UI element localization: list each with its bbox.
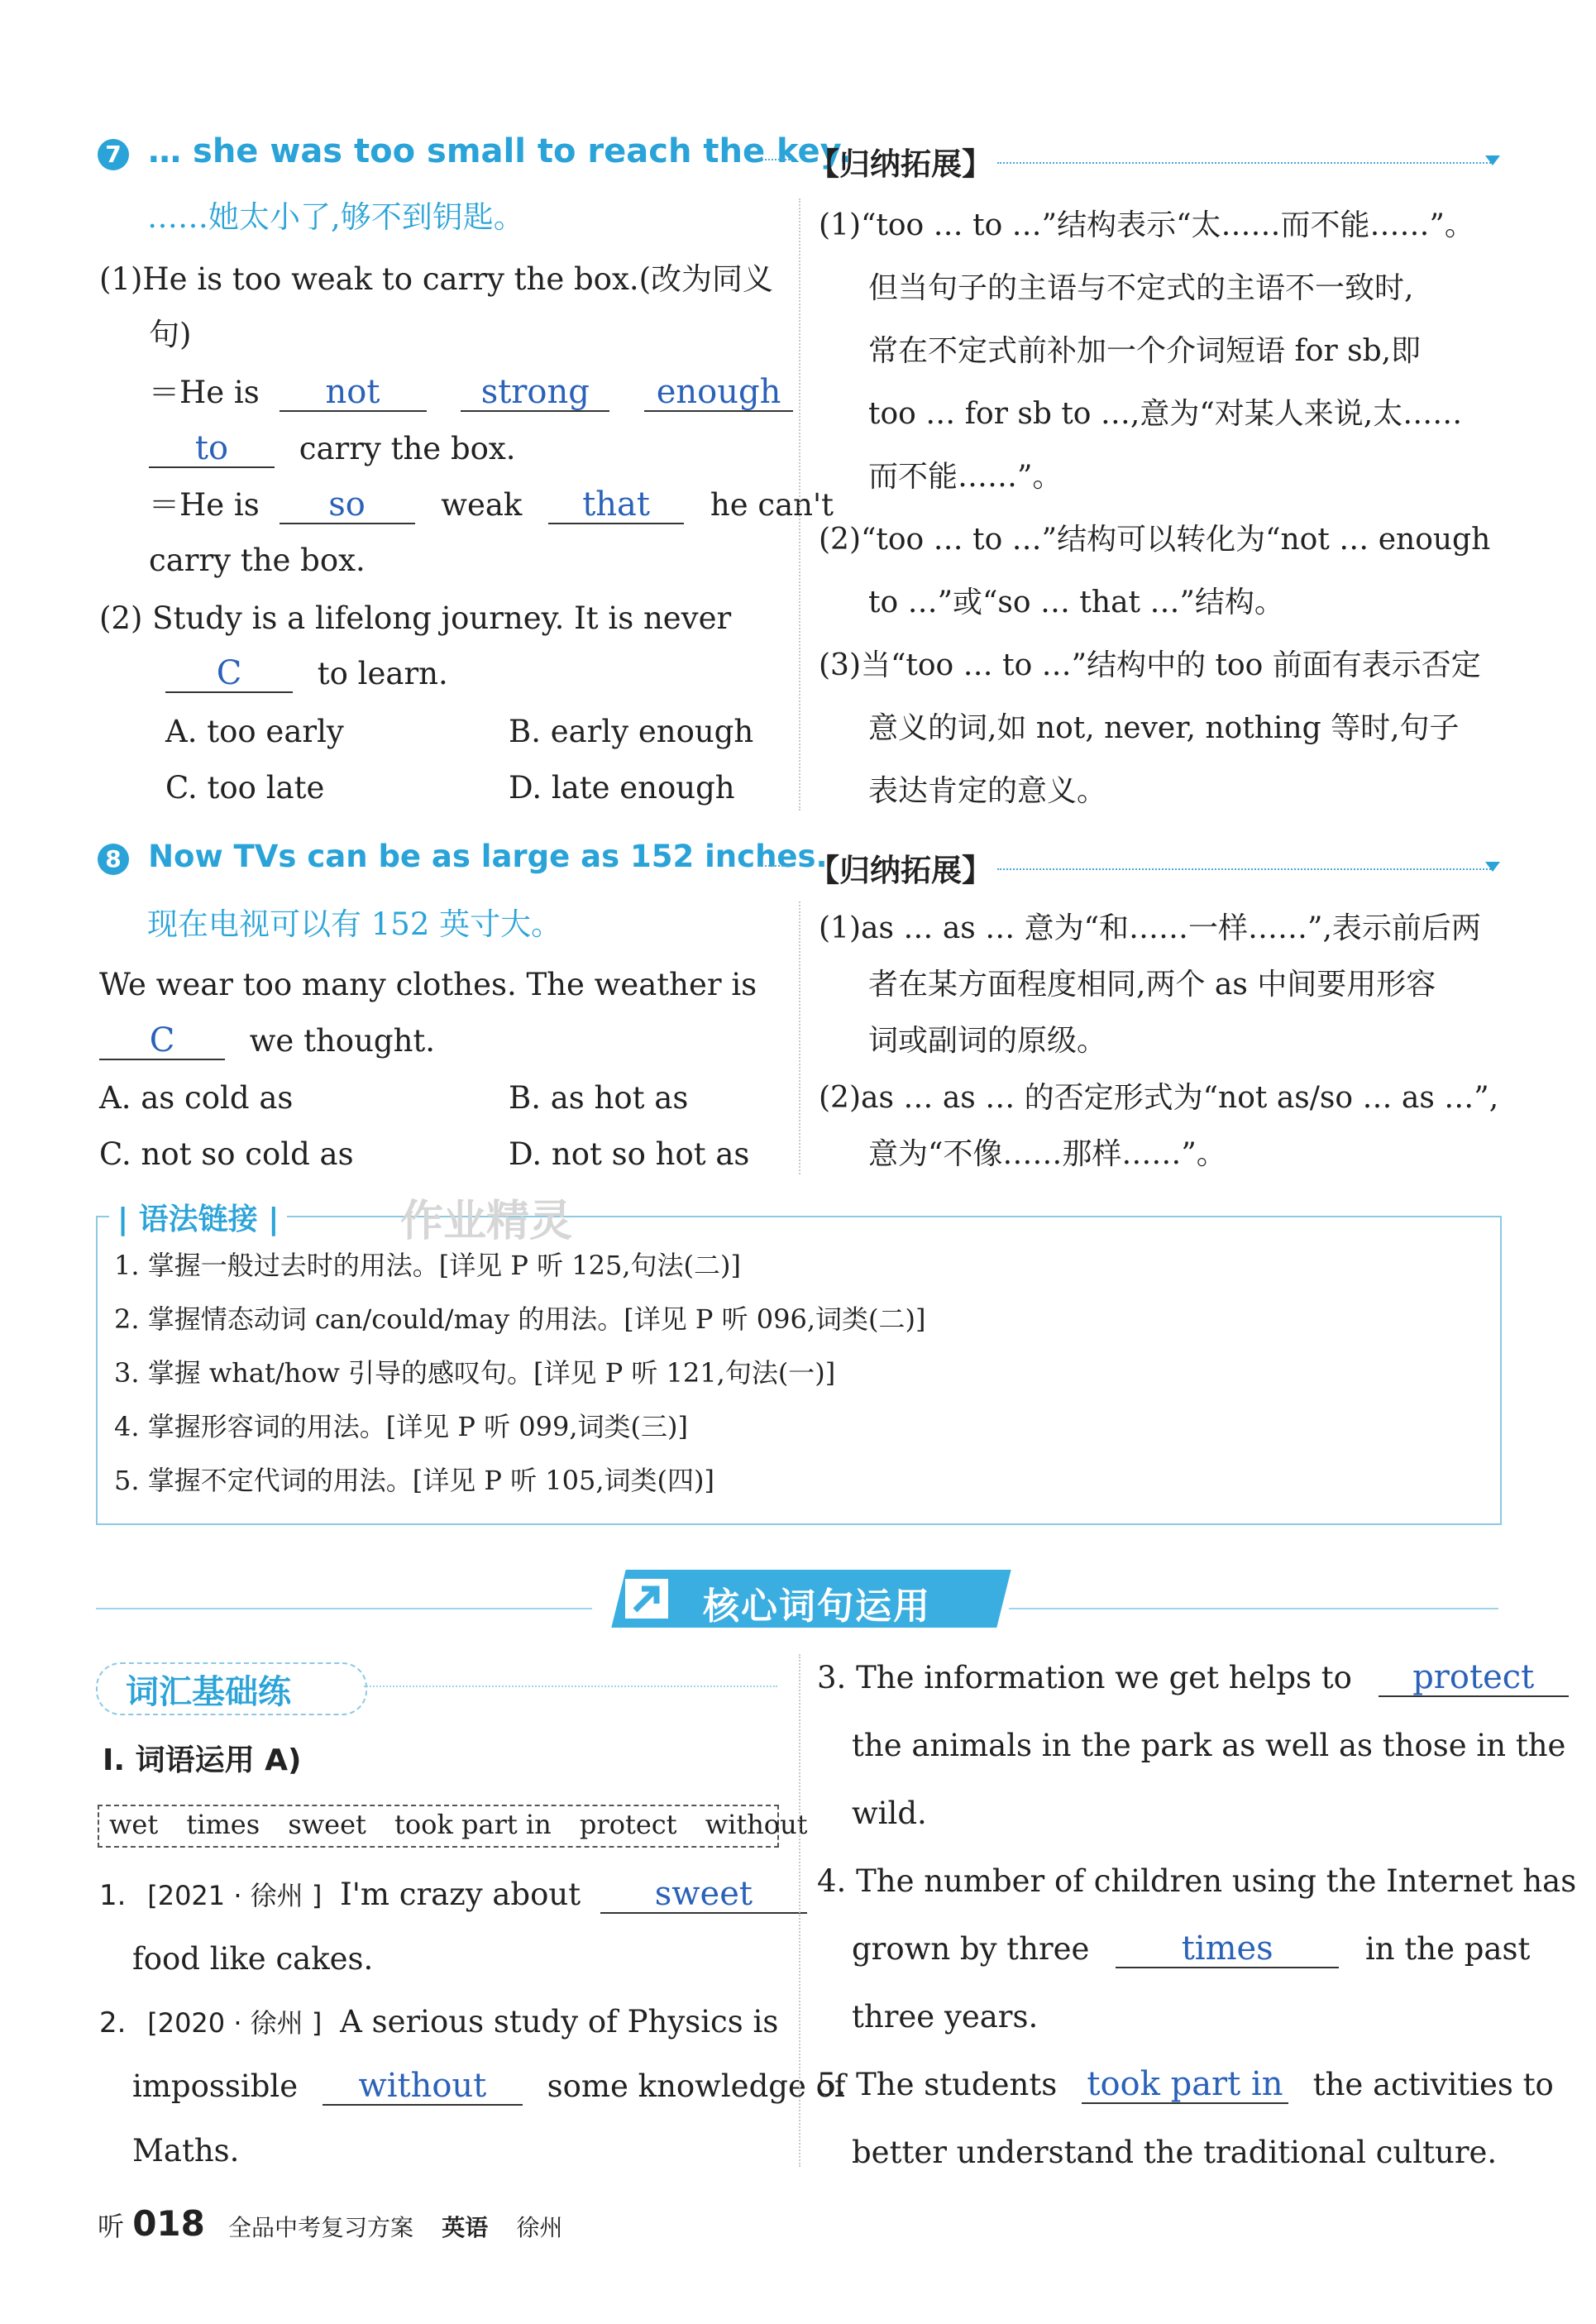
vocab-q2-l2post: some knowledge of xyxy=(547,2068,846,2104)
item8-q-optB: B. as hot as xyxy=(509,1080,689,1116)
vocab-q4-row1: 4. The number of children using the Internet has xyxy=(817,1863,1577,1899)
vocab-q4-row3: three years. xyxy=(852,1999,1039,2035)
vocab-q4-blank[interactable]: times xyxy=(1116,1930,1339,1968)
vocab-q1-row1 xyxy=(99,1876,807,1915)
vocab-part-label: Ⅰ. 词语运用 A) xyxy=(103,1743,302,1777)
item8-q-row2 xyxy=(99,1022,435,1060)
vocab-q2-row1 xyxy=(99,2003,778,2042)
item7-q1-blank5[interactable]: so xyxy=(280,486,415,524)
vocab-q1-source: [2021 · 徐州 ] xyxy=(147,1880,323,1911)
item7-header xyxy=(98,132,851,170)
word-bank-item: wet xyxy=(109,1809,159,1840)
item8-key-sentence: Now TVs can be as large as 152 inches. xyxy=(148,839,828,874)
item8-q-blank[interactable]: C xyxy=(99,1022,225,1060)
item7-translation: ……她太小了,够不到钥匙。 xyxy=(147,199,524,235)
item8-summary-title: 【归纳拓展】 xyxy=(809,853,992,888)
item7-q2-optB: B. early enough xyxy=(509,714,754,749)
word-bank-item: took part in xyxy=(394,1809,552,1840)
vocab-q3-blank[interactable]: protect xyxy=(1379,1659,1569,1697)
column-divider xyxy=(799,198,800,811)
item7-q2-optA: A. too early xyxy=(165,714,344,749)
item7-dot-leader xyxy=(759,159,792,160)
triangle-down-icon xyxy=(1485,862,1500,872)
footer-region: 徐州 xyxy=(516,2214,563,2241)
section-rule-left xyxy=(96,1608,592,1609)
section-title: 核心词句运用 xyxy=(703,1585,931,1628)
vocab-q2-pre: A serious study of Physics is xyxy=(340,2004,779,2039)
item7-q2-blank[interactable]: C xyxy=(165,655,293,693)
item7-q1-row3-text: ＝He is xyxy=(149,487,260,523)
vocab-q1-blank[interactable]: sweet xyxy=(600,1876,807,1914)
grammar-item-3: 3. 掌握 what/how 引导的感叹句。[详见 P 听 121,句法(一)] xyxy=(114,1357,836,1389)
vocab-q3-row2: the animals in the park as well as those in the xyxy=(852,1728,1566,1763)
item7-summary-dot-leader xyxy=(997,162,1493,164)
vocab-q3-row1 xyxy=(817,1659,1569,1697)
item7-number-badge: 7 xyxy=(98,139,129,170)
column-divider-2 xyxy=(799,901,800,1174)
item7-q2-row2 xyxy=(165,655,448,693)
vocab-title-dot-leader xyxy=(364,1686,777,1687)
vocab-q5-post: the activities to xyxy=(1312,2067,1554,2102)
item8-q-optD: D. not so hot as xyxy=(509,1136,750,1172)
vocab-q5-row2: better understand the traditional culture. xyxy=(852,2135,1498,2170)
item7-q1-row2 xyxy=(149,430,516,468)
vocab-q2-blank[interactable]: without xyxy=(323,2068,523,2106)
grammar-item-5: 5. 掌握不定代词的用法。[详见 P 听 105,词类(四)] xyxy=(114,1465,714,1496)
vocab-q4-pre: grown by three xyxy=(852,1931,1090,1967)
item8-summary-line1: (1)as … as … 意为“和……一样……”,表示前后两 xyxy=(819,911,1481,945)
item7-summary-line8: (3)当“too … to …”结构中的 too 前面有表示否定 xyxy=(819,648,1481,682)
item7-q1-blank1[interactable]: not xyxy=(280,374,427,412)
item7-summary-line10: 表达肯定的意义。 xyxy=(868,774,1107,808)
vocab-q2-row2 xyxy=(132,2068,846,2106)
grammar-item-1: 1. 掌握一般过去时的用法。[详见 P 听 125,句法(二)] xyxy=(114,1250,741,1281)
vocab-q3-row3: wild. xyxy=(852,1796,927,1831)
footer-book-title: 全品中考复习方案 xyxy=(228,2214,414,2241)
item7-q1-row1-text: ＝He is xyxy=(149,375,260,410)
item7-q2-optD: D. late enough xyxy=(509,770,735,806)
vocab-q1-row2: food like cakes. xyxy=(132,1941,374,1977)
grammar-link-title: | 语法链接 | xyxy=(117,1203,280,1236)
item7-key-sentence: … she was too small to reach the key. xyxy=(148,132,852,170)
item7-summary-line3: 常在不定式前补加一个介词短语 for sb,即 xyxy=(868,334,1422,368)
item7-q1-blank4[interactable]: to xyxy=(149,430,275,468)
word-bank-item: sweet xyxy=(288,1809,366,1840)
vocab-q4-row2 xyxy=(852,1930,1530,1968)
vocab-q5-row1 xyxy=(817,2066,1554,2104)
item8-summary-dot-leader xyxy=(997,868,1493,870)
section-rule-right xyxy=(1009,1608,1498,1609)
item8-q-line1: We wear too many clothes. The weather is xyxy=(99,967,757,1002)
footer-prefix: 听 xyxy=(98,2211,125,2242)
item7-q2-optC: C. too late xyxy=(165,770,325,806)
item8-header xyxy=(98,839,828,875)
item8-summary-line3: 词或副词的原级。 xyxy=(868,1024,1107,1058)
item8-summary-line4: (2)as … as … 的否定形式为“not as/so … as …”, xyxy=(819,1081,1499,1115)
vocab-q3-pre: 3. The information we get helps to xyxy=(817,1660,1352,1695)
word-bank-item: protect xyxy=(579,1809,677,1840)
item7-q2-post: to learn. xyxy=(317,656,448,691)
item7-q1-line1: (1)He is too weak to carry the box.(改为同义 xyxy=(99,261,774,297)
item7-q1-row1 xyxy=(149,374,793,412)
word-bank-item: times xyxy=(186,1809,260,1840)
item8-translation: 现在电视可以有 152 英寸大。 xyxy=(147,906,562,942)
item7-summary-line9: 意义的词,如 not, never, nothing 等时,句子 xyxy=(868,711,1460,745)
triangle-down-icon xyxy=(1485,155,1500,165)
item8-summary-line5: 意为“不像……那样……”。 xyxy=(868,1137,1226,1171)
arrow-icon xyxy=(622,1576,671,1622)
vocab-q2-source: [2020 · 徐州 ] xyxy=(147,2007,323,2039)
vocab-q2-number: 2. xyxy=(99,2006,127,2039)
word-bank-item: without xyxy=(705,1809,808,1840)
item7-q1-row3-mid: weak xyxy=(441,487,523,523)
footer xyxy=(98,2203,562,2244)
item7-summary-line6: (2)“too … to …”结构可以转化为“not … enough xyxy=(819,523,1491,557)
item7-q1-blank2[interactable]: strong xyxy=(461,374,609,412)
item8-summary-line2: 者在某方面程度相同,两个 as 中间要用形容 xyxy=(868,968,1436,1002)
vocab-q4-post: in the past xyxy=(1364,1931,1531,1967)
footer-subject: 英语 xyxy=(442,2214,489,2241)
item7-summary-line5: 而不能……”。 xyxy=(868,460,1063,494)
vocab-q2-row3: Maths. xyxy=(132,2133,240,2169)
item7-summary-line7: to …”或“so … that …”结构。 xyxy=(868,586,1284,619)
item7-q1-blank6[interactable]: that xyxy=(548,486,684,524)
item7-summary-line2: 但当句子的主语与不定式的主语不一致时, xyxy=(868,271,1414,305)
item7-summary-title: 【归纳拓展】 xyxy=(809,146,992,182)
item7-q1-row3-post: he can't xyxy=(710,487,834,523)
item8-dot-leader xyxy=(759,865,792,867)
item7-q1-blank3[interactable]: enough xyxy=(644,374,793,412)
grammar-item-2: 2. 掌握情态动词 can/could/may 的用法。[详见 P 听 096,词类(二)] xyxy=(114,1303,926,1335)
vocab-q5-pre: 5. The students xyxy=(817,2067,1058,2102)
footer-page-number: 018 xyxy=(132,2203,205,2244)
watermark: 作业精灵 xyxy=(400,1197,573,1246)
item7-q1-row4: carry the box. xyxy=(149,543,366,578)
item7-q1-row3 xyxy=(149,486,834,524)
item8-q-optC: C. not so cold as xyxy=(99,1136,354,1172)
item7-summary-line4: too … for sb to …,意为“对某人来说,太…… xyxy=(868,397,1463,431)
item8-q-post: we thought. xyxy=(249,1023,436,1059)
item7-q1-line2: 句) xyxy=(149,317,192,352)
vocab-q5-blank[interactable]: took part in xyxy=(1082,2066,1288,2104)
vocab-q2-l2pre: impossible xyxy=(132,2068,299,2104)
item8-q-optA: A. as cold as xyxy=(99,1080,294,1116)
item7-summary-line1: (1)“too … to …”结构表示“太……而不能……”。 xyxy=(819,208,1474,242)
word-bank xyxy=(98,1805,808,1848)
vocab-q1-number: 1. xyxy=(99,1879,127,1912)
grammar-link-title-wrap xyxy=(109,1196,287,1238)
vocab-title: 词汇基础练 xyxy=(126,1673,291,1711)
item7-q1-row2-text: carry the box. xyxy=(299,431,516,466)
vocab-q1-pre: I'm crazy about xyxy=(340,1877,581,1912)
item7-q2-line1: (2) Study is a lifelong journey. It is never xyxy=(99,600,732,636)
grammar-item-4: 4. 掌握形容词的用法。[详见 P 听 099,词类(三)] xyxy=(114,1411,688,1442)
item8-number-badge: 8 xyxy=(98,844,129,875)
column-divider-3 xyxy=(799,1654,800,2167)
